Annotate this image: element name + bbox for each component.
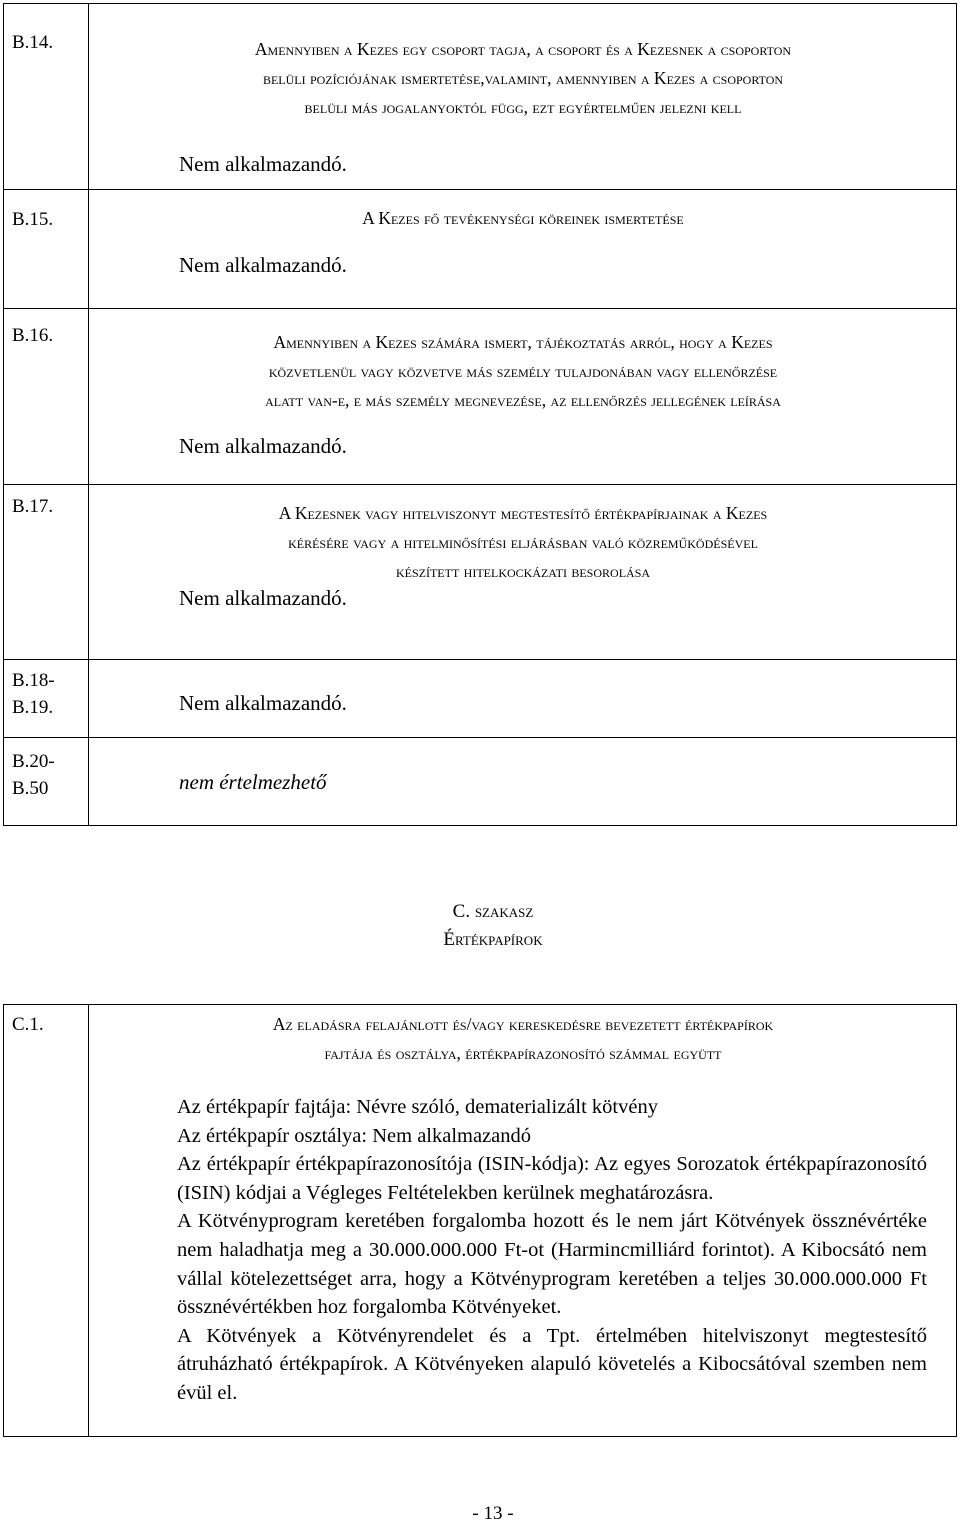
row-id: C.1. <box>12 1014 44 1035</box>
heading-line: belüli pozíciójának ismertetése,valamint, amennyiben a Kezes a csoporton <box>262 68 784 88</box>
table-row <box>4 4 957 190</box>
row-id-cell <box>4 660 89 738</box>
c1-content <box>177 1093 927 1408</box>
heading-line: Amennyiben a Kezes számára ismert, tájékoztatás arról, hogy a Kezes <box>273 332 773 352</box>
row-id-cell <box>4 4 89 190</box>
heading-line: fajtája és osztálya, értékpapírazonosító számmal együtt <box>324 1043 722 1063</box>
row-heading <box>89 1010 957 1068</box>
table-row <box>4 190 957 309</box>
section-c-title <box>0 899 960 955</box>
heading-line: A Kezes fő tevékenységi köreinek ismertetése <box>362 208 684 228</box>
row-id: B.18- <box>12 670 55 691</box>
row-id-cell <box>4 190 89 309</box>
row-content-cell <box>89 660 957 738</box>
row-heading <box>89 204 957 233</box>
transferability-paragraph: A Kötvények a Kötvényrendelet és a Tpt. értelmében hitelviszonyt megtestesítő átruházható értékpapírok. A Kötvényeken alapuló követelés a Kibocsátóval szemben nem évül el. <box>177 1324 927 1404</box>
section-title-line: Értékpapírok <box>443 929 543 950</box>
row-content-cell <box>89 4 957 190</box>
row-value: Nem alkalmazandó. <box>179 434 347 458</box>
table-row <box>4 738 957 826</box>
heading-line: Az eladásra felajánlott és/vagy kereskedésre bevezetett értékpapírok <box>272 1014 774 1034</box>
row-content-cell <box>89 485 957 660</box>
row-value: Nem alkalmazandó. <box>179 253 347 277</box>
row-id: B.16. <box>12 325 54 346</box>
row-content-cell <box>89 309 957 485</box>
row-id-cell <box>4 1005 89 1437</box>
heading-line: készített hitelkockázati besorolása <box>395 561 651 581</box>
row-id-cell <box>4 485 89 660</box>
heading-line: Amennyiben a Kezes egy csoport tagja, a csoport és a Kezesnek a csoporton <box>254 39 792 59</box>
row-heading <box>89 35 957 122</box>
row-id-cell <box>4 309 89 485</box>
row-content-cell <box>89 1005 957 1437</box>
heading-line: belüli más jogalanyoktól függ, ezt egyértelműen jelezni kell <box>304 97 742 117</box>
row-id: B.20- <box>12 751 55 772</box>
heading-line: kérésére vagy a hitelminősítési eljárásban való közreműködésével <box>288 532 758 552</box>
row-content-cell <box>89 190 957 309</box>
section-c-table <box>3 1004 957 1437</box>
page-number: - 13 - <box>472 1503 514 1524</box>
heading-line: közvetlenül vagy közvetve más személy tulajdonában vagy ellenőrzése <box>268 361 778 381</box>
row-id: B.15. <box>12 209 54 230</box>
row-value: Nem alkalmazandó. <box>179 586 347 610</box>
isin-paragraph: Az értékpapír értékpapírazonosítója (ISIN-kódja): Az egyes Sorozatok értékpapírazonosító (ISIN) kódjai a Végleges Feltételekben kerülnek meghatározásra. <box>177 1153 927 1204</box>
row-heading <box>89 328 957 415</box>
section-title-line: C. szakasz <box>452 901 534 922</box>
row-id: B.19. <box>12 697 54 718</box>
security-class-line: Az értékpapír osztálya: Nem alkalmazandó <box>177 1124 532 1147</box>
row-value: Nem alkalmazandó. <box>179 691 347 715</box>
row-id: B.14. <box>12 32 54 53</box>
row-id: B.50 <box>12 778 49 799</box>
table-row <box>4 485 957 660</box>
heading-line: A Kezesnek vagy hitelviszonyt megtestesítő értékpapírjainak a Kezes <box>278 503 768 523</box>
security-type-line: Az értékpapír fajtája: Névre szóló, dematerializált kötvény <box>177 1096 658 1118</box>
heading-line: alatt van-e, e más személy megnevezése, az ellenőrzés jellegének leírása <box>265 390 781 410</box>
row-value: nem értelmezhető <box>179 770 327 794</box>
table-row <box>4 660 957 738</box>
row-id-cell <box>4 738 89 826</box>
row-id: B.17. <box>12 496 54 517</box>
section-b-table <box>3 3 957 826</box>
row-heading <box>89 499 957 586</box>
table-row <box>4 309 957 485</box>
row-content-cell <box>89 738 957 826</box>
table-row <box>4 1005 957 1437</box>
program-amount-paragraph: A Kötvényprogram keretében forgalomba hozott és le nem járt Kötvények össznévértéke nem haladhatja meg a 30.000.000.000 Ft-ot (Harmincmilliárd forintot). A Kibocsátó nem vállal kötelezettséget arra, hogy a Kötvényprogram keretében a teljes 30.000.000.000 Ft össznévértékben hoz forgalomba Kötvényeket. <box>177 1210 927 1319</box>
row-value: Nem alkalmazandó. <box>179 152 347 176</box>
